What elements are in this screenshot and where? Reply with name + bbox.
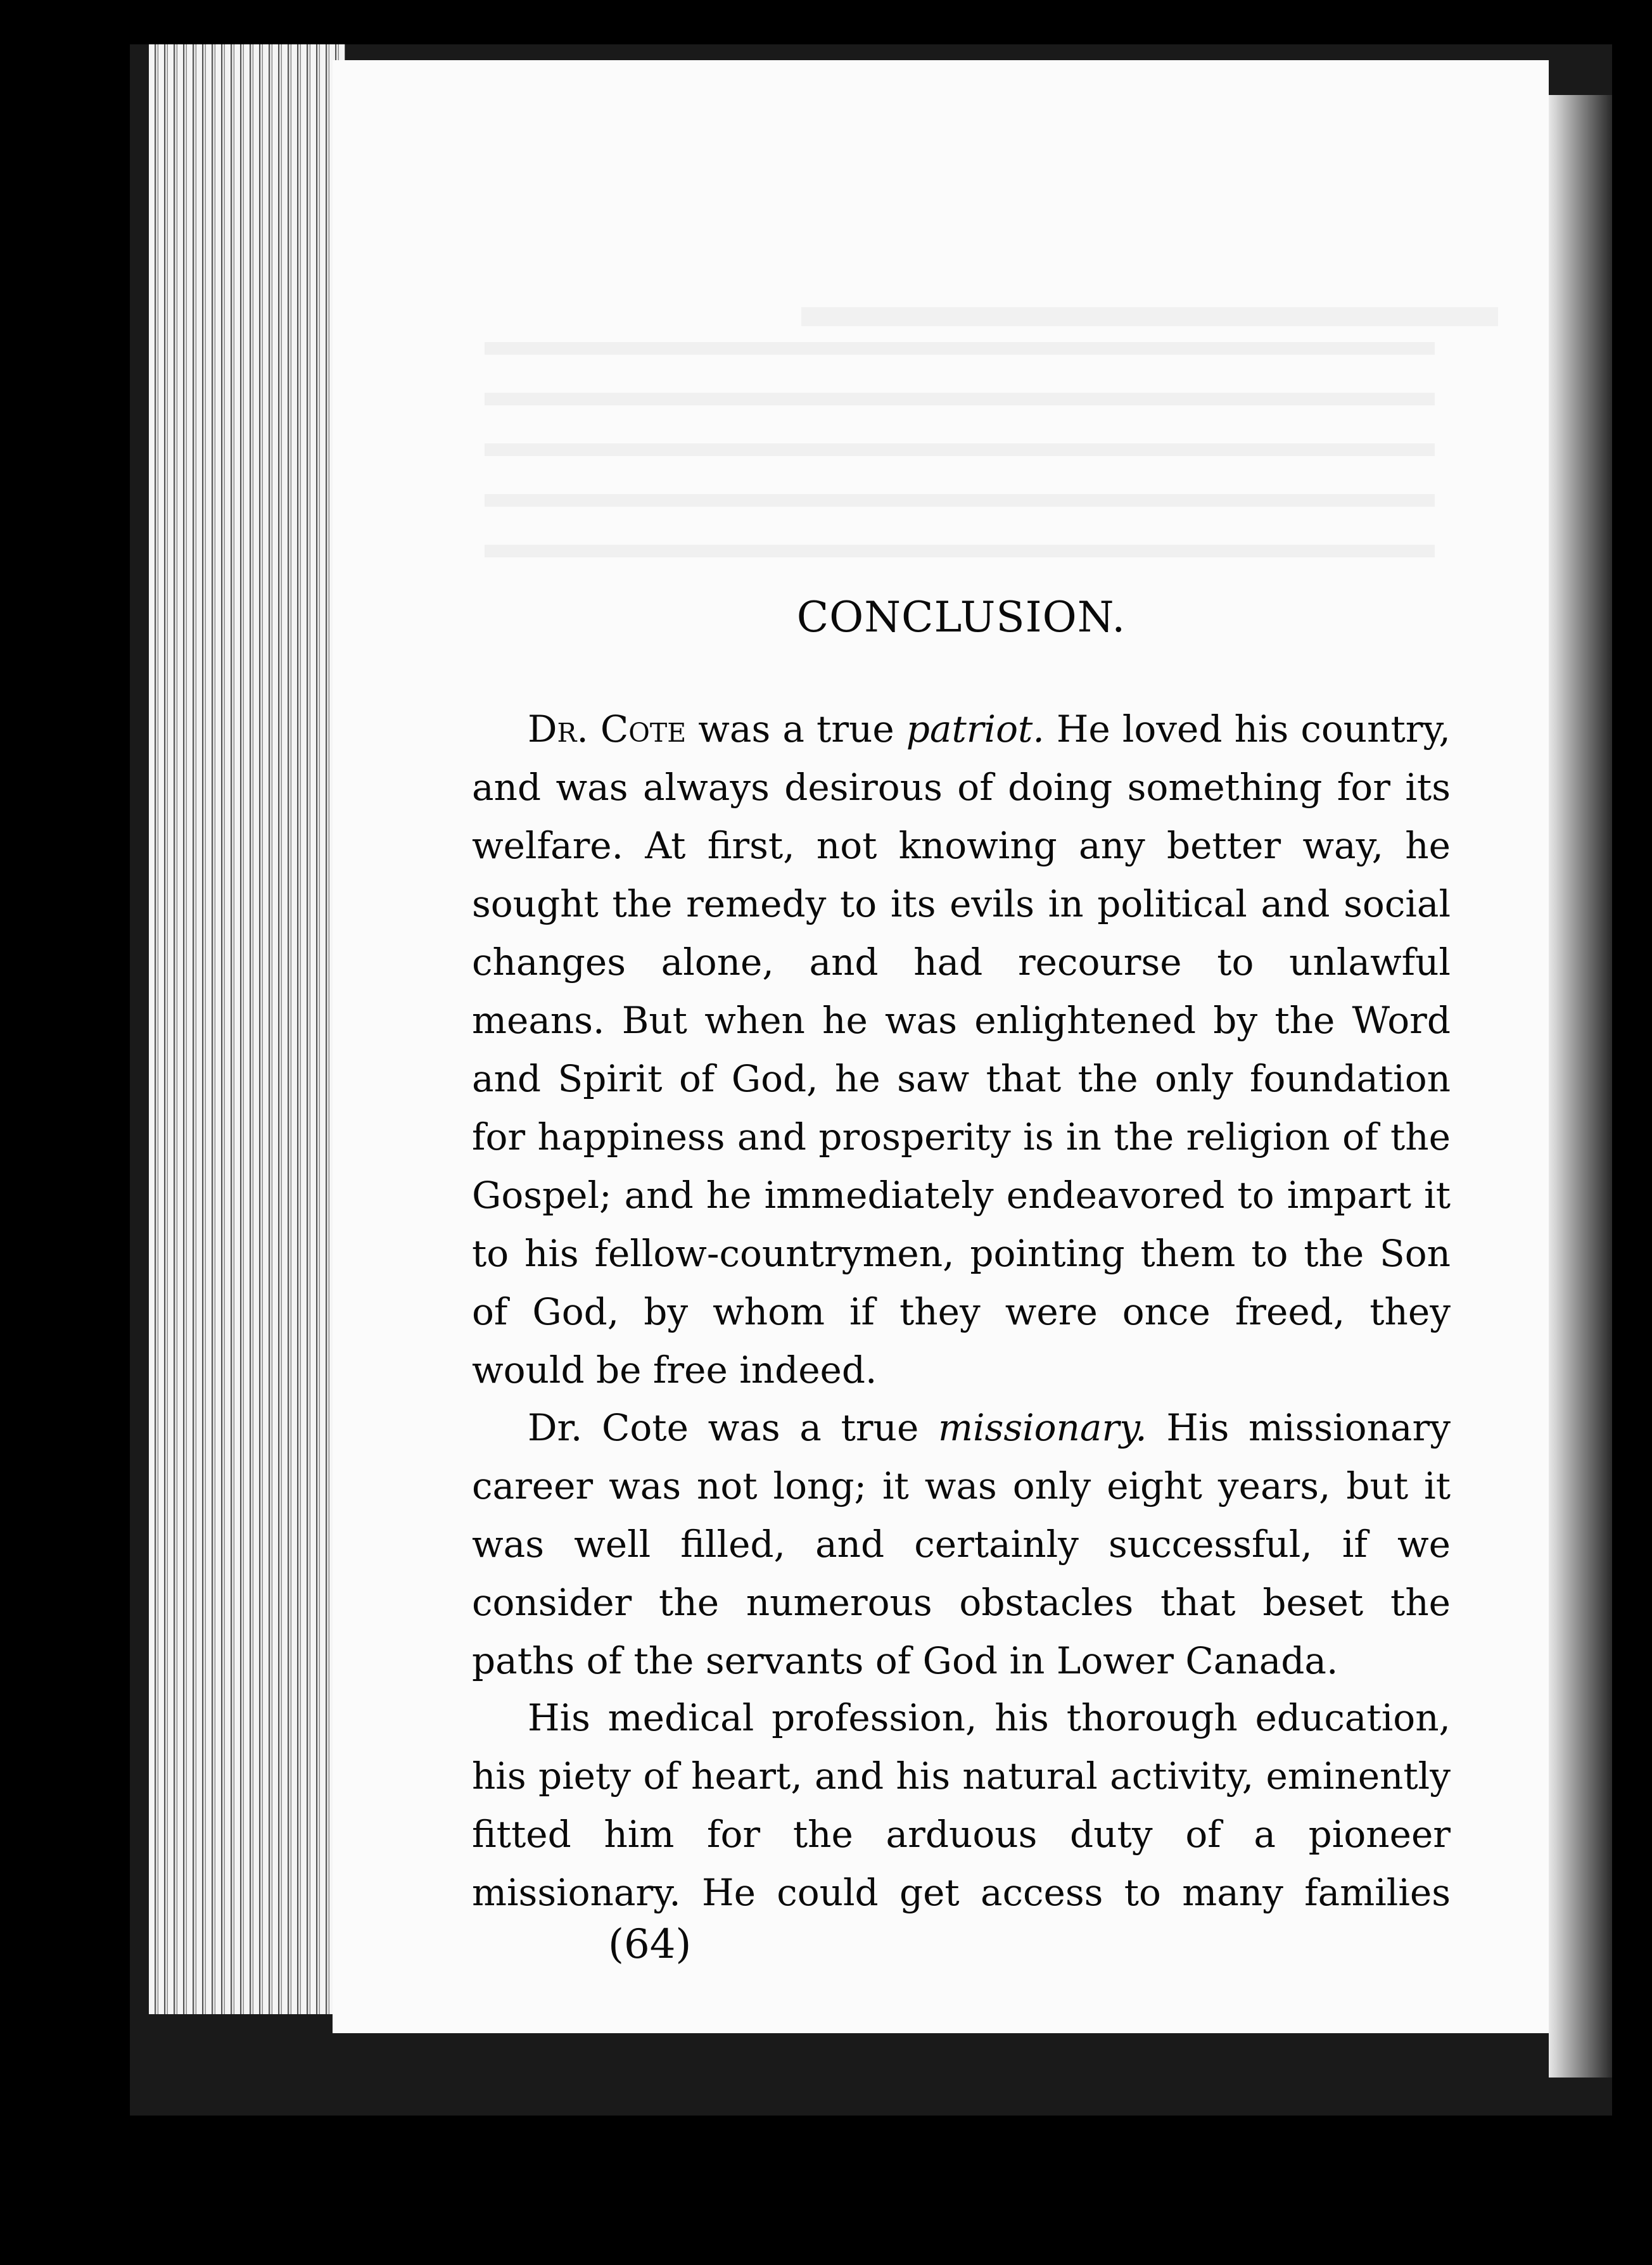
- emphasis-word: missionary.: [938, 1406, 1147, 1449]
- show-through-line: [485, 342, 1435, 355]
- show-through-line: [485, 393, 1435, 405]
- page-edge-right: [1549, 95, 1612, 2078]
- paragraph-text: He loved his country, and was always desirous of doing something for its welfare. At first, not knowing any better way, he sought the remedy to its evils in political and social changes alone, and had recourse to unlawful means. But when he was enlightened by the Word and Spirit of God, he saw that the only foundation for happiness and prosperity is in the religion of the Gospel; and he immediately endeavored to impart it to his fellow-countrymen, pointing them to the Son of God, by whom if they were once freed, they would be free indeed.: [472, 707, 1451, 1392]
- show-through-line: [485, 494, 1435, 507]
- paragraph: His medical profession, his thorough education, his piety of heart, and his natural activity, eminently fitted him for the arduous duty of a pioneer missionary. He could get access to many families: [472, 1696, 1451, 1914]
- chapter-heading: CONCLUSION.: [796, 593, 1126, 642]
- paragraph-text: His missionary career was not long; it was only eight years, but it was well filled, and certainly successful, if we consider the numerous obstacles that beset the paths of the servants of God in Lower Canada.: [472, 1406, 1451, 1682]
- paragraph-text: Dr. Cote was a true: [528, 1406, 939, 1449]
- paragraph: [472, 1399, 1451, 1690]
- emphasis-word: patriot.: [906, 707, 1045, 751]
- page-stack-edge: [149, 44, 345, 2014]
- name-small-caps: Dr. Cote: [528, 707, 687, 751]
- paragraph: [472, 700, 1451, 1399]
- paragraph-text: was a true: [686, 707, 906, 751]
- page-number: (64): [608, 1921, 692, 1968]
- show-through-line: [485, 545, 1435, 557]
- show-through-running-head: [801, 307, 1498, 326]
- show-through-line: [485, 443, 1435, 456]
